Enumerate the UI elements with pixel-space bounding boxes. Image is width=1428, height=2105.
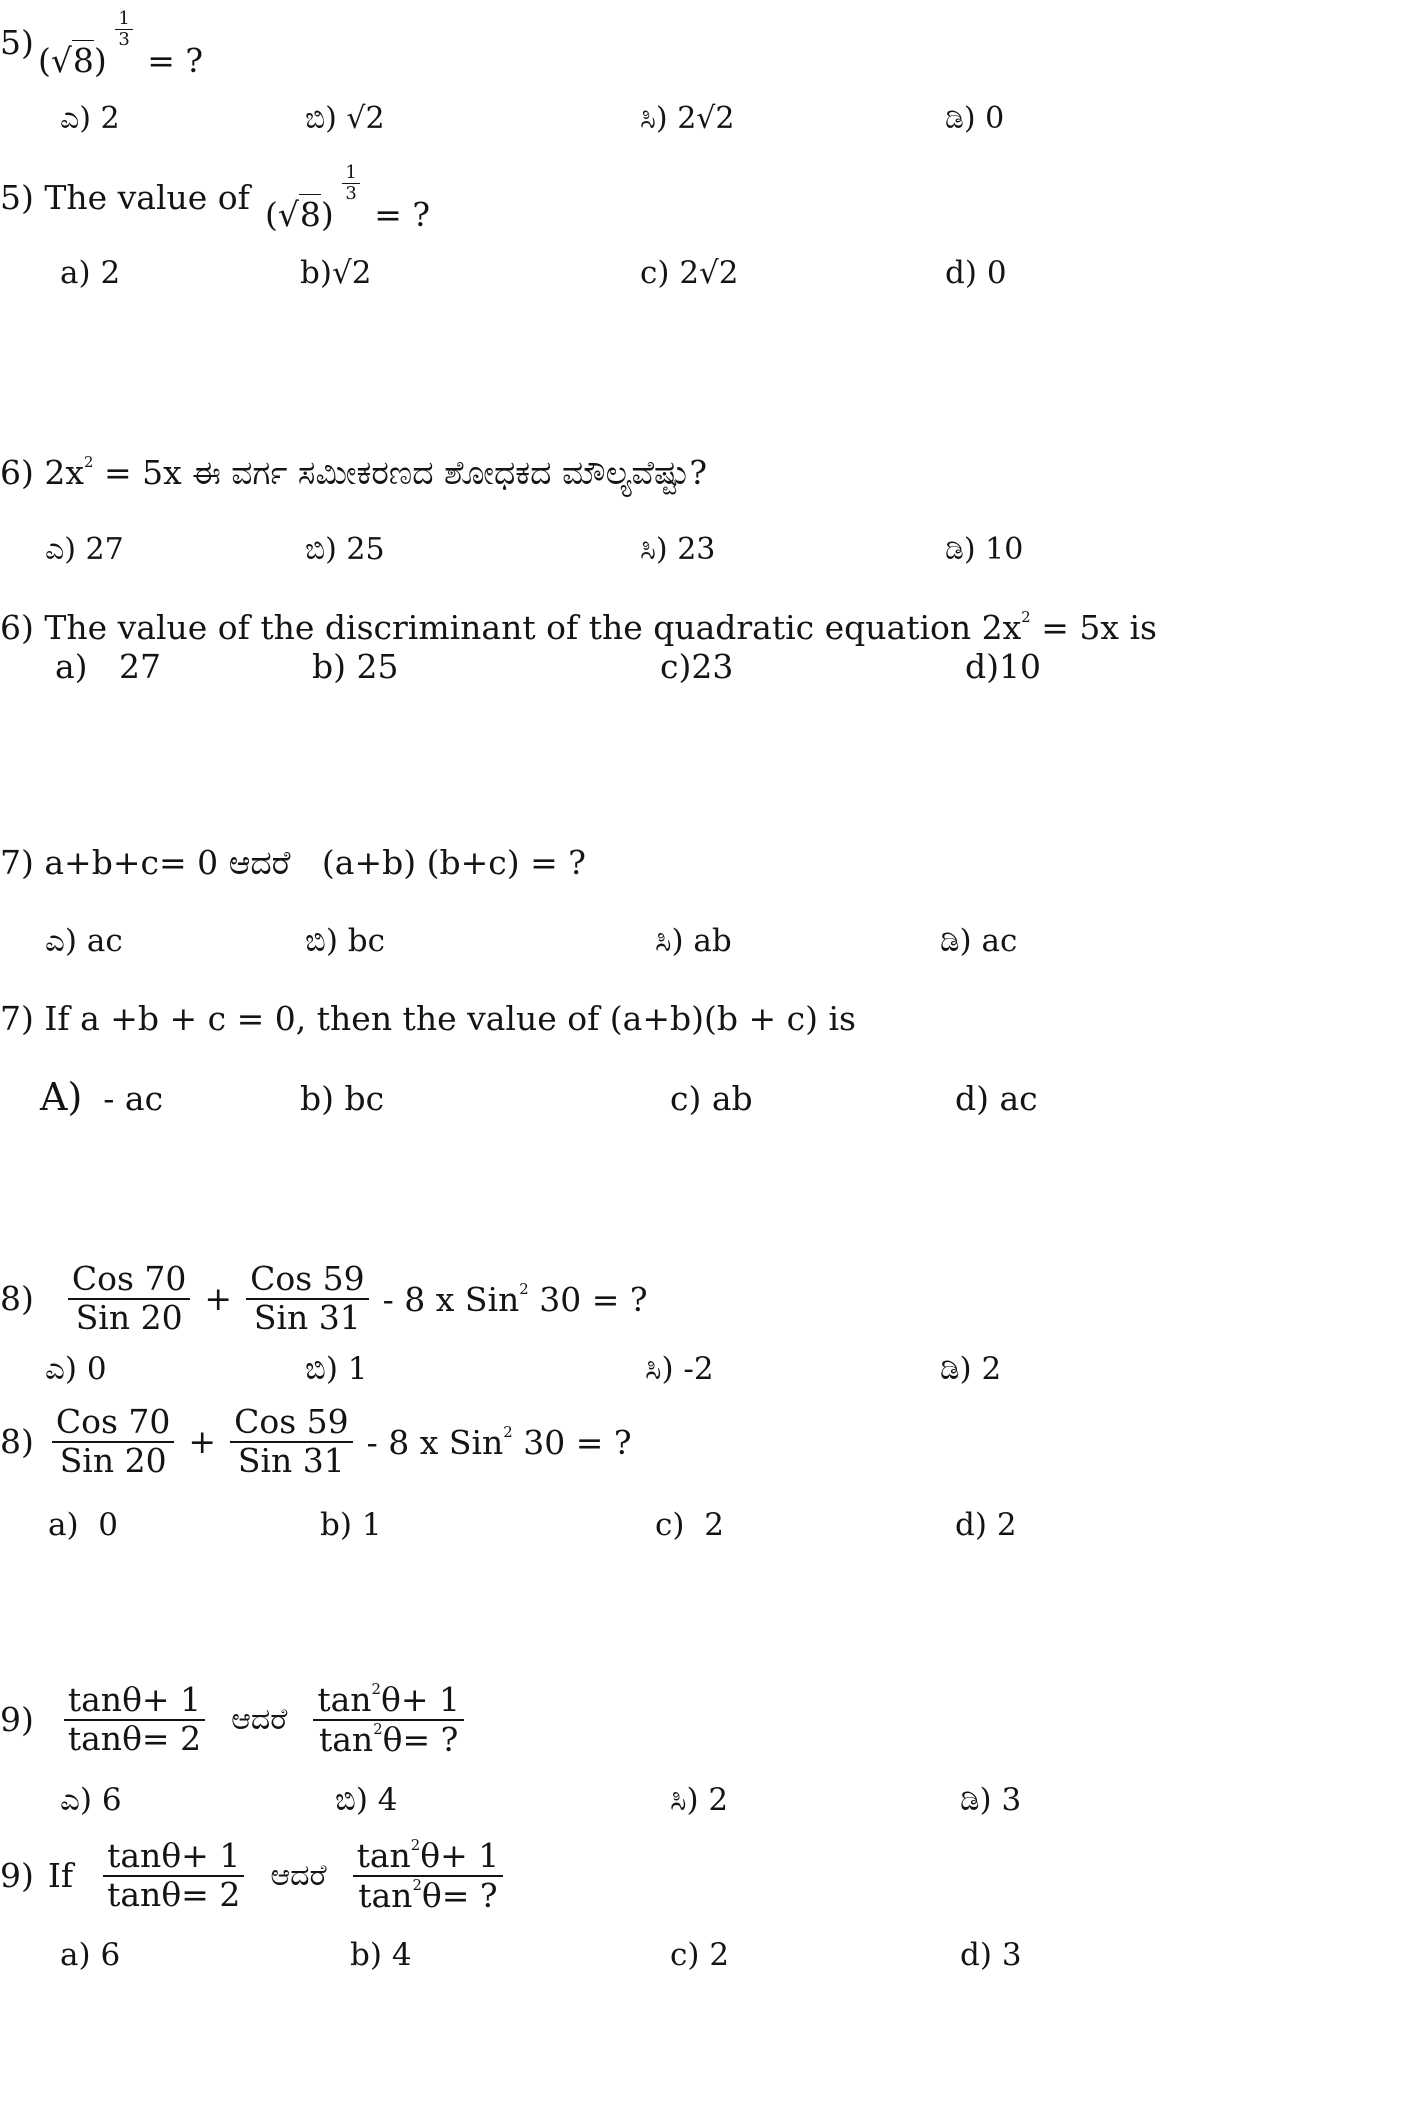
- q6-en-option-c: [660, 647, 734, 686]
- num-pre: tan: [356, 1836, 411, 1876]
- q5-en-exp-num: 1: [342, 164, 359, 184]
- option-label: ಬಿ): [305, 1351, 338, 1387]
- option-value: √2: [346, 101, 385, 136]
- option-label: b): [300, 1079, 334, 1118]
- q5-kn-exponent: [115, 10, 132, 49]
- option-label: ಸಿ): [640, 101, 668, 136]
- q5-en-option-a: [60, 255, 121, 291]
- option-label: ಬಿ): [305, 101, 337, 136]
- q8-kn-number: 8): [0, 1279, 34, 1319]
- option-value: 2√2: [679, 255, 739, 291]
- option-label: ಡಿ): [945, 532, 976, 567]
- num-post: θ+ 1: [420, 1836, 500, 1876]
- q9-en-option-c: [670, 1937, 730, 1973]
- q9-en-fraction-2: [353, 1838, 504, 1913]
- q5-kn-radicand: 8: [72, 41, 94, 80]
- fraction-numerator: [313, 1682, 464, 1721]
- q5-en-power: [265, 162, 357, 234]
- fraction-numerator: Cos 70: [52, 1405, 175, 1443]
- fraction-denominator: Sin 20: [59, 1440, 167, 1480]
- q7-kn-option-a: [45, 923, 123, 959]
- q5-kn-option-c: [640, 101, 735, 136]
- option-label: b): [312, 647, 346, 686]
- q9-kn-connector: ಆದರೆ: [231, 1701, 288, 1737]
- q8-en-option-a: [48, 1507, 119, 1543]
- q6-kn-option-a: [45, 532, 124, 567]
- option-label: ಸಿ): [645, 1351, 674, 1387]
- q6-en-tail: = 5x is: [1041, 608, 1157, 648]
- option-label: ಬಿ): [305, 532, 337, 567]
- q8-en-tail: [366, 1422, 632, 1462]
- q5-kn-number: 5): [0, 23, 34, 62]
- den-pre: tan: [318, 1719, 374, 1759]
- option-label: c): [670, 1937, 700, 1973]
- option-label: c): [640, 255, 670, 291]
- q6-kn-sup: 2: [83, 453, 94, 471]
- option-value: 23: [691, 647, 734, 686]
- q5-en-tail: = ?: [374, 195, 431, 234]
- num-pre: tan: [317, 1680, 372, 1720]
- q7-kn-text: a+b+c= 0 ಆದರೆ (a+b) (b+c) = ?: [44, 843, 586, 882]
- q9-en-expression: [0, 1838, 503, 1913]
- q7-en-option-c: [670, 1079, 753, 1118]
- q8-kn-fraction-2: [246, 1259, 369, 1337]
- q5-kn-expression: [38, 8, 204, 80]
- q5-en-radicand: 8: [299, 195, 321, 234]
- option-label: d): [955, 1507, 987, 1543]
- q6-kn-rest: = 5x ಈ ವರ್ಗ ಸಮೀಕರಣದ ಶೋಧಕದ ಮೌಲ್ಯವೆಷ್ಟು?: [103, 453, 708, 493]
- q5-kn-option-d: [945, 101, 1005, 136]
- q7-en-option-a: [40, 1075, 164, 1119]
- q9-kn-number: 9): [0, 1700, 34, 1740]
- q8-kn-option-c: [645, 1351, 714, 1387]
- q8-kn-question: [0, 1259, 648, 1337]
- option-label: d): [955, 1079, 989, 1118]
- q8-en-tail-pre: - 8 x Sin: [366, 1422, 504, 1462]
- q5-kn-power: [38, 8, 130, 80]
- q7-kn-option-b: [305, 923, 386, 959]
- option-value: 27: [85, 532, 124, 567]
- q6-kn-question: [0, 453, 708, 493]
- option-label: ಎ): [60, 101, 91, 136]
- q8-en-fraction-2: [230, 1402, 353, 1480]
- option-value: - ac: [103, 1079, 164, 1118]
- option-label: ಸಿ): [670, 1782, 699, 1818]
- option-value: 23: [677, 532, 716, 567]
- option-label: ಎ): [45, 1351, 77, 1387]
- option-value: 0: [98, 1507, 119, 1543]
- option-value: 1: [347, 1351, 368, 1387]
- fraction-numerator: tanθ+ 1: [64, 1683, 205, 1721]
- option-label: A): [40, 1075, 83, 1119]
- q5-en-number: 5): [0, 178, 34, 217]
- q7-kn-question: [0, 843, 586, 882]
- fraction-numerator: [353, 1838, 504, 1877]
- q6-en-option-b: [312, 647, 399, 686]
- q5-en-base-close: ): [320, 195, 334, 234]
- q8-en-expression: [0, 1402, 632, 1480]
- fraction-denominator: Sin 31: [253, 1297, 361, 1337]
- option-value: 2: [100, 255, 121, 291]
- option-label: a): [60, 1937, 91, 1973]
- option-value: 2: [708, 1782, 729, 1818]
- option-value: 2: [981, 1351, 1002, 1387]
- q9-en-question: [0, 1838, 503, 1913]
- q8-kn-fraction-1: [68, 1259, 191, 1337]
- option-label: b): [300, 255, 332, 291]
- option-value: ac: [86, 923, 123, 959]
- den-post: θ= ?: [421, 1875, 498, 1915]
- option-label: ಡಿ): [945, 101, 976, 136]
- q5-kn-tail: = ?: [147, 41, 204, 80]
- q6-kn-lhs: 2x: [44, 453, 84, 493]
- q5-en-option-c: [640, 255, 739, 291]
- option-value: 3: [1001, 1937, 1022, 1973]
- q8-kn-expression: [0, 1259, 648, 1337]
- q8-en-plus: +: [188, 1422, 217, 1462]
- option-label: d): [945, 255, 977, 291]
- q8-en-option-d: [955, 1507, 1017, 1543]
- den-sup: 2: [412, 1875, 422, 1894]
- option-label: ಡಿ): [940, 923, 972, 959]
- num-post: θ+ 1: [380, 1680, 460, 1720]
- q8-kn-tail: [382, 1279, 648, 1319]
- q8-kn-option-a: [45, 1351, 107, 1387]
- fraction-denominator: Sin 20: [75, 1297, 183, 1337]
- option-value: 6: [100, 1937, 121, 1973]
- option-value: bc: [347, 923, 386, 959]
- option-label: ಡಿ): [960, 1782, 992, 1818]
- option-label: ಬಿ): [335, 1782, 368, 1818]
- fraction-denominator: [315, 1721, 462, 1758]
- option-value: 2√2: [677, 101, 735, 136]
- fraction-denominator: tanθ= 2: [107, 1874, 241, 1914]
- q8-kn-tail-post: 30 = ?: [539, 1279, 648, 1319]
- q6-kn-option-b: [305, 532, 385, 567]
- option-value: 0: [985, 101, 1005, 136]
- q9-en-if: If: [47, 1856, 74, 1896]
- fraction-denominator: Sin 31: [237, 1440, 345, 1480]
- option-label: c): [670, 1079, 702, 1118]
- q8-kn-option-d: [940, 1351, 1002, 1387]
- q5-kn-option-a: [60, 101, 120, 136]
- option-value: 25: [356, 647, 399, 686]
- option-value: ab: [711, 1079, 753, 1118]
- option-label: ಎ): [45, 532, 76, 567]
- q9-kn-question: [0, 1682, 464, 1757]
- q5-kn-base-close: ): [93, 41, 107, 80]
- fraction-numerator: Cos 70: [68, 1262, 191, 1300]
- option-value: √2: [331, 255, 372, 291]
- q5-en-option-b: [300, 255, 372, 291]
- option-value: 2: [704, 1507, 724, 1543]
- option-label: c): [655, 1507, 685, 1543]
- option-value: 4: [391, 1937, 412, 1973]
- option-value: 4: [377, 1782, 398, 1818]
- q8-en-option-c: [655, 1507, 724, 1543]
- q5-en-expression: [265, 162, 431, 234]
- option-value: 25: [346, 532, 385, 567]
- q7-kn-option-c: [655, 923, 732, 959]
- option-value: 3: [1001, 1782, 1022, 1818]
- q9-kn-option-c: [670, 1782, 729, 1818]
- option-value: 0: [986, 255, 1007, 291]
- option-value: 2: [709, 1937, 730, 1973]
- fraction-numerator: Cos 59: [230, 1405, 353, 1443]
- option-label: ಸಿ): [655, 923, 684, 959]
- q7-kn-number: 7): [0, 843, 34, 882]
- q8-en-number: 8): [0, 1422, 34, 1462]
- q9-en-number: 9): [0, 1856, 34, 1896]
- option-label: ಎ): [60, 1782, 92, 1818]
- den-pre: tan: [358, 1875, 413, 1915]
- option-value: 2: [100, 101, 120, 136]
- num-sup: 2: [410, 1836, 421, 1854]
- q7-en-question: [0, 999, 856, 1038]
- q9-en-option-b: [350, 1937, 412, 1973]
- q8-kn-option-b: [305, 1351, 368, 1387]
- fraction-numerator: tanθ+ 1: [103, 1839, 244, 1877]
- q8-en-option-b: [320, 1507, 382, 1543]
- q9-kn-expression: [0, 1682, 464, 1757]
- q9-kn-fraction-1: [64, 1680, 205, 1758]
- fraction-denominator: tanθ= 2: [67, 1718, 202, 1758]
- q5-kn-option-b: [305, 101, 385, 136]
- option-label: b): [320, 1507, 352, 1543]
- q8-en-tail-post: 30 = ?: [523, 1422, 632, 1462]
- option-value: 27: [119, 647, 162, 686]
- q7-en-option-d: [955, 1079, 1038, 1118]
- fraction-denominator: [354, 1877, 501, 1914]
- q6-en-option-d: [965, 647, 1041, 686]
- option-value: 6: [101, 1782, 122, 1818]
- q5-en-exponent: [342, 164, 359, 203]
- option-label: c): [660, 647, 692, 686]
- q5-kn-exp-num: 1: [115, 10, 132, 30]
- q7-en-text: If a +b + c = 0, then the value of (a+b)(b + c) is: [44, 999, 856, 1038]
- den-post: θ= ?: [382, 1719, 459, 1759]
- q9-kn-option-d: [960, 1782, 1022, 1818]
- option-value: ac: [981, 923, 1018, 959]
- option-label: a): [48, 1507, 79, 1543]
- option-label: a): [60, 255, 91, 291]
- q9-en-option-a: [60, 1937, 121, 1973]
- q7-en-option-b: [300, 1079, 385, 1118]
- option-value: ab: [693, 923, 732, 959]
- q9-kn-option-b: [335, 1782, 398, 1818]
- q5-en-prefix: The value of: [44, 178, 250, 217]
- q5-en-exp-den: 3: [345, 183, 357, 204]
- q6-en-question: [0, 608, 1157, 648]
- option-label: d): [965, 647, 999, 686]
- q9-en-fraction-1: [103, 1836, 244, 1914]
- fraction-numerator: Cos 59: [246, 1262, 369, 1300]
- option-label: ಎ): [45, 923, 77, 959]
- q8-en-question: [0, 1402, 632, 1480]
- option-value: ac: [999, 1079, 1038, 1118]
- q5-en-option-d: [945, 255, 1007, 291]
- option-value: 1: [361, 1507, 382, 1543]
- option-label: ಸಿ): [640, 532, 668, 567]
- q5-en-question: [0, 178, 250, 217]
- q6-kn-number: 6): [0, 453, 34, 493]
- q6-kn-option-c: [640, 532, 716, 567]
- option-label: a): [55, 647, 88, 686]
- q9-en-connector: ಆದರೆ: [270, 1857, 327, 1893]
- option-value: 2: [996, 1507, 1017, 1543]
- q8-en-fraction-1: [52, 1402, 175, 1480]
- q5-kn-base-open: (√: [38, 41, 72, 80]
- q9-kn-option-a: [60, 1782, 122, 1818]
- option-label: d): [960, 1937, 992, 1973]
- q5-kn-exp-den: 3: [118, 29, 130, 50]
- q8-kn-plus: +: [204, 1279, 233, 1319]
- q8-kn-tail-pre: - 8 x Sin: [382, 1279, 520, 1319]
- q6-en-option-a: [55, 647, 162, 686]
- q6-en-sup: 2: [1021, 608, 1031, 626]
- option-label: ಡಿ): [940, 1351, 972, 1387]
- option-value: -2: [683, 1351, 714, 1387]
- option-label: b): [350, 1937, 382, 1973]
- num-sup: 2: [371, 1680, 381, 1698]
- option-value: 10: [985, 532, 1024, 567]
- q6-kn-option-d: [945, 532, 1024, 567]
- q5-en-base-open: (√: [265, 195, 299, 234]
- q8-en-tail-sup: 2: [503, 1422, 513, 1441]
- q6-en-number: 6): [0, 608, 34, 648]
- q8-kn-tail-sup: 2: [519, 1279, 529, 1298]
- option-value: 0: [86, 1351, 107, 1387]
- option-value: 10: [999, 647, 1041, 686]
- q6-en-text: The value of the discriminant of the quadratic equation 2x: [44, 608, 1022, 648]
- den-sup: 2: [373, 1719, 383, 1738]
- q9-kn-fraction-2: [313, 1682, 464, 1757]
- q7-en-number: 7): [0, 999, 34, 1038]
- option-value: bc: [344, 1079, 385, 1118]
- q9-en-option-d: [960, 1937, 1022, 1973]
- q7-kn-option-d: [940, 923, 1018, 959]
- option-label: ಬಿ): [305, 923, 338, 959]
